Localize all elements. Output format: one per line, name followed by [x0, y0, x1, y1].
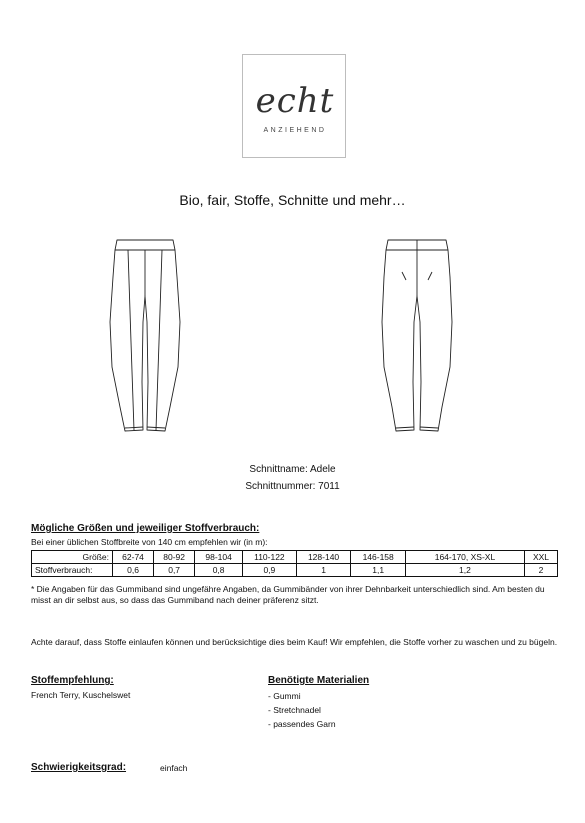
- consumption-cell: 1,2: [405, 564, 524, 577]
- size-cell: 80-92: [154, 551, 195, 564]
- sizes-subtitle: Bei einer üblichen Stoffbreite von 140 cm empfehlen wir (in m):: [31, 537, 268, 547]
- difficulty-label: Schwierigkeitsgrad:: [31, 762, 127, 773]
- logo-script-text: echt: [255, 81, 335, 121]
- consumption-cell: 0,9: [243, 564, 297, 577]
- elastic-note: * Die Angaben für das Gummiband sind ungefähre Angaben, da Gummibänder von ihrer Dehnbarkeit unterschiedlich sind. Am besten du misst an dir selbst aus, so dass das Gummiband nach deiner präferenz sitzt.: [31, 584, 545, 605]
- size-cell: 62-74: [113, 551, 154, 564]
- leggings-front-drawing: [100, 232, 190, 440]
- table-row: [32, 551, 558, 564]
- list-item: - Stretchnadel: [268, 705, 321, 715]
- tagline: Bio, fair, Stoffe, Schnitte und mehr…: [179, 192, 406, 208]
- fabric-heading: Stoffempfehlung:: [31, 675, 114, 686]
- size-cell: 164-170, XS-XL: [405, 551, 524, 564]
- table-row: [32, 564, 558, 577]
- row-label-consumption: Stoffverbrauch:: [32, 564, 113, 577]
- consumption-cell: 0,6: [113, 564, 154, 577]
- leggings-back-drawing: [372, 232, 462, 440]
- pattern-number: Schnittnummer: 7011: [245, 481, 340, 492]
- consumption-cell: 1: [296, 564, 351, 577]
- list-item: - Gummi: [268, 691, 301, 701]
- consumption-cell: 0,7: [154, 564, 195, 577]
- row-label-size: Größe:: [32, 551, 113, 564]
- size-cell: 98-104: [195, 551, 243, 564]
- size-cell: 128-140: [296, 551, 351, 564]
- material-item: Gummi: [273, 691, 301, 701]
- logo: [242, 54, 346, 158]
- size-cell: 110-122: [243, 551, 297, 564]
- materials-heading: Benötigte Materialien: [268, 675, 370, 686]
- consumption-cell: 0,8: [195, 564, 243, 577]
- materials-list: [268, 689, 336, 731]
- logo-subtitle: ANZIEHEND: [263, 127, 327, 134]
- size-cell: XXL: [524, 551, 557, 564]
- size-cell: 146-158: [351, 551, 406, 564]
- shrink-note: Achte darauf, dass Stoffe einlaufen können und berücksichtige dies beim Kauf! Wir empfehlen, die Stoffe vorher zu waschen und zu bügeln.: [31, 637, 558, 647]
- material-item: Stretchnadel: [273, 705, 321, 715]
- consumption-cell: 1,1: [351, 564, 406, 577]
- consumption-cell: 2: [524, 564, 557, 577]
- pattern-name: Schnittname: Adele: [249, 464, 336, 475]
- material-item: passendes Garn: [273, 719, 336, 729]
- list-item: - passendes Garn: [268, 719, 336, 729]
- difficulty-value: einfach: [160, 763, 188, 773]
- sizes-table: [31, 550, 558, 577]
- sizes-heading: Mögliche Größen und jeweiliger Stoffverbrauch:: [31, 523, 260, 534]
- fabric-value: French Terry, Kuschelswet: [31, 690, 131, 700]
